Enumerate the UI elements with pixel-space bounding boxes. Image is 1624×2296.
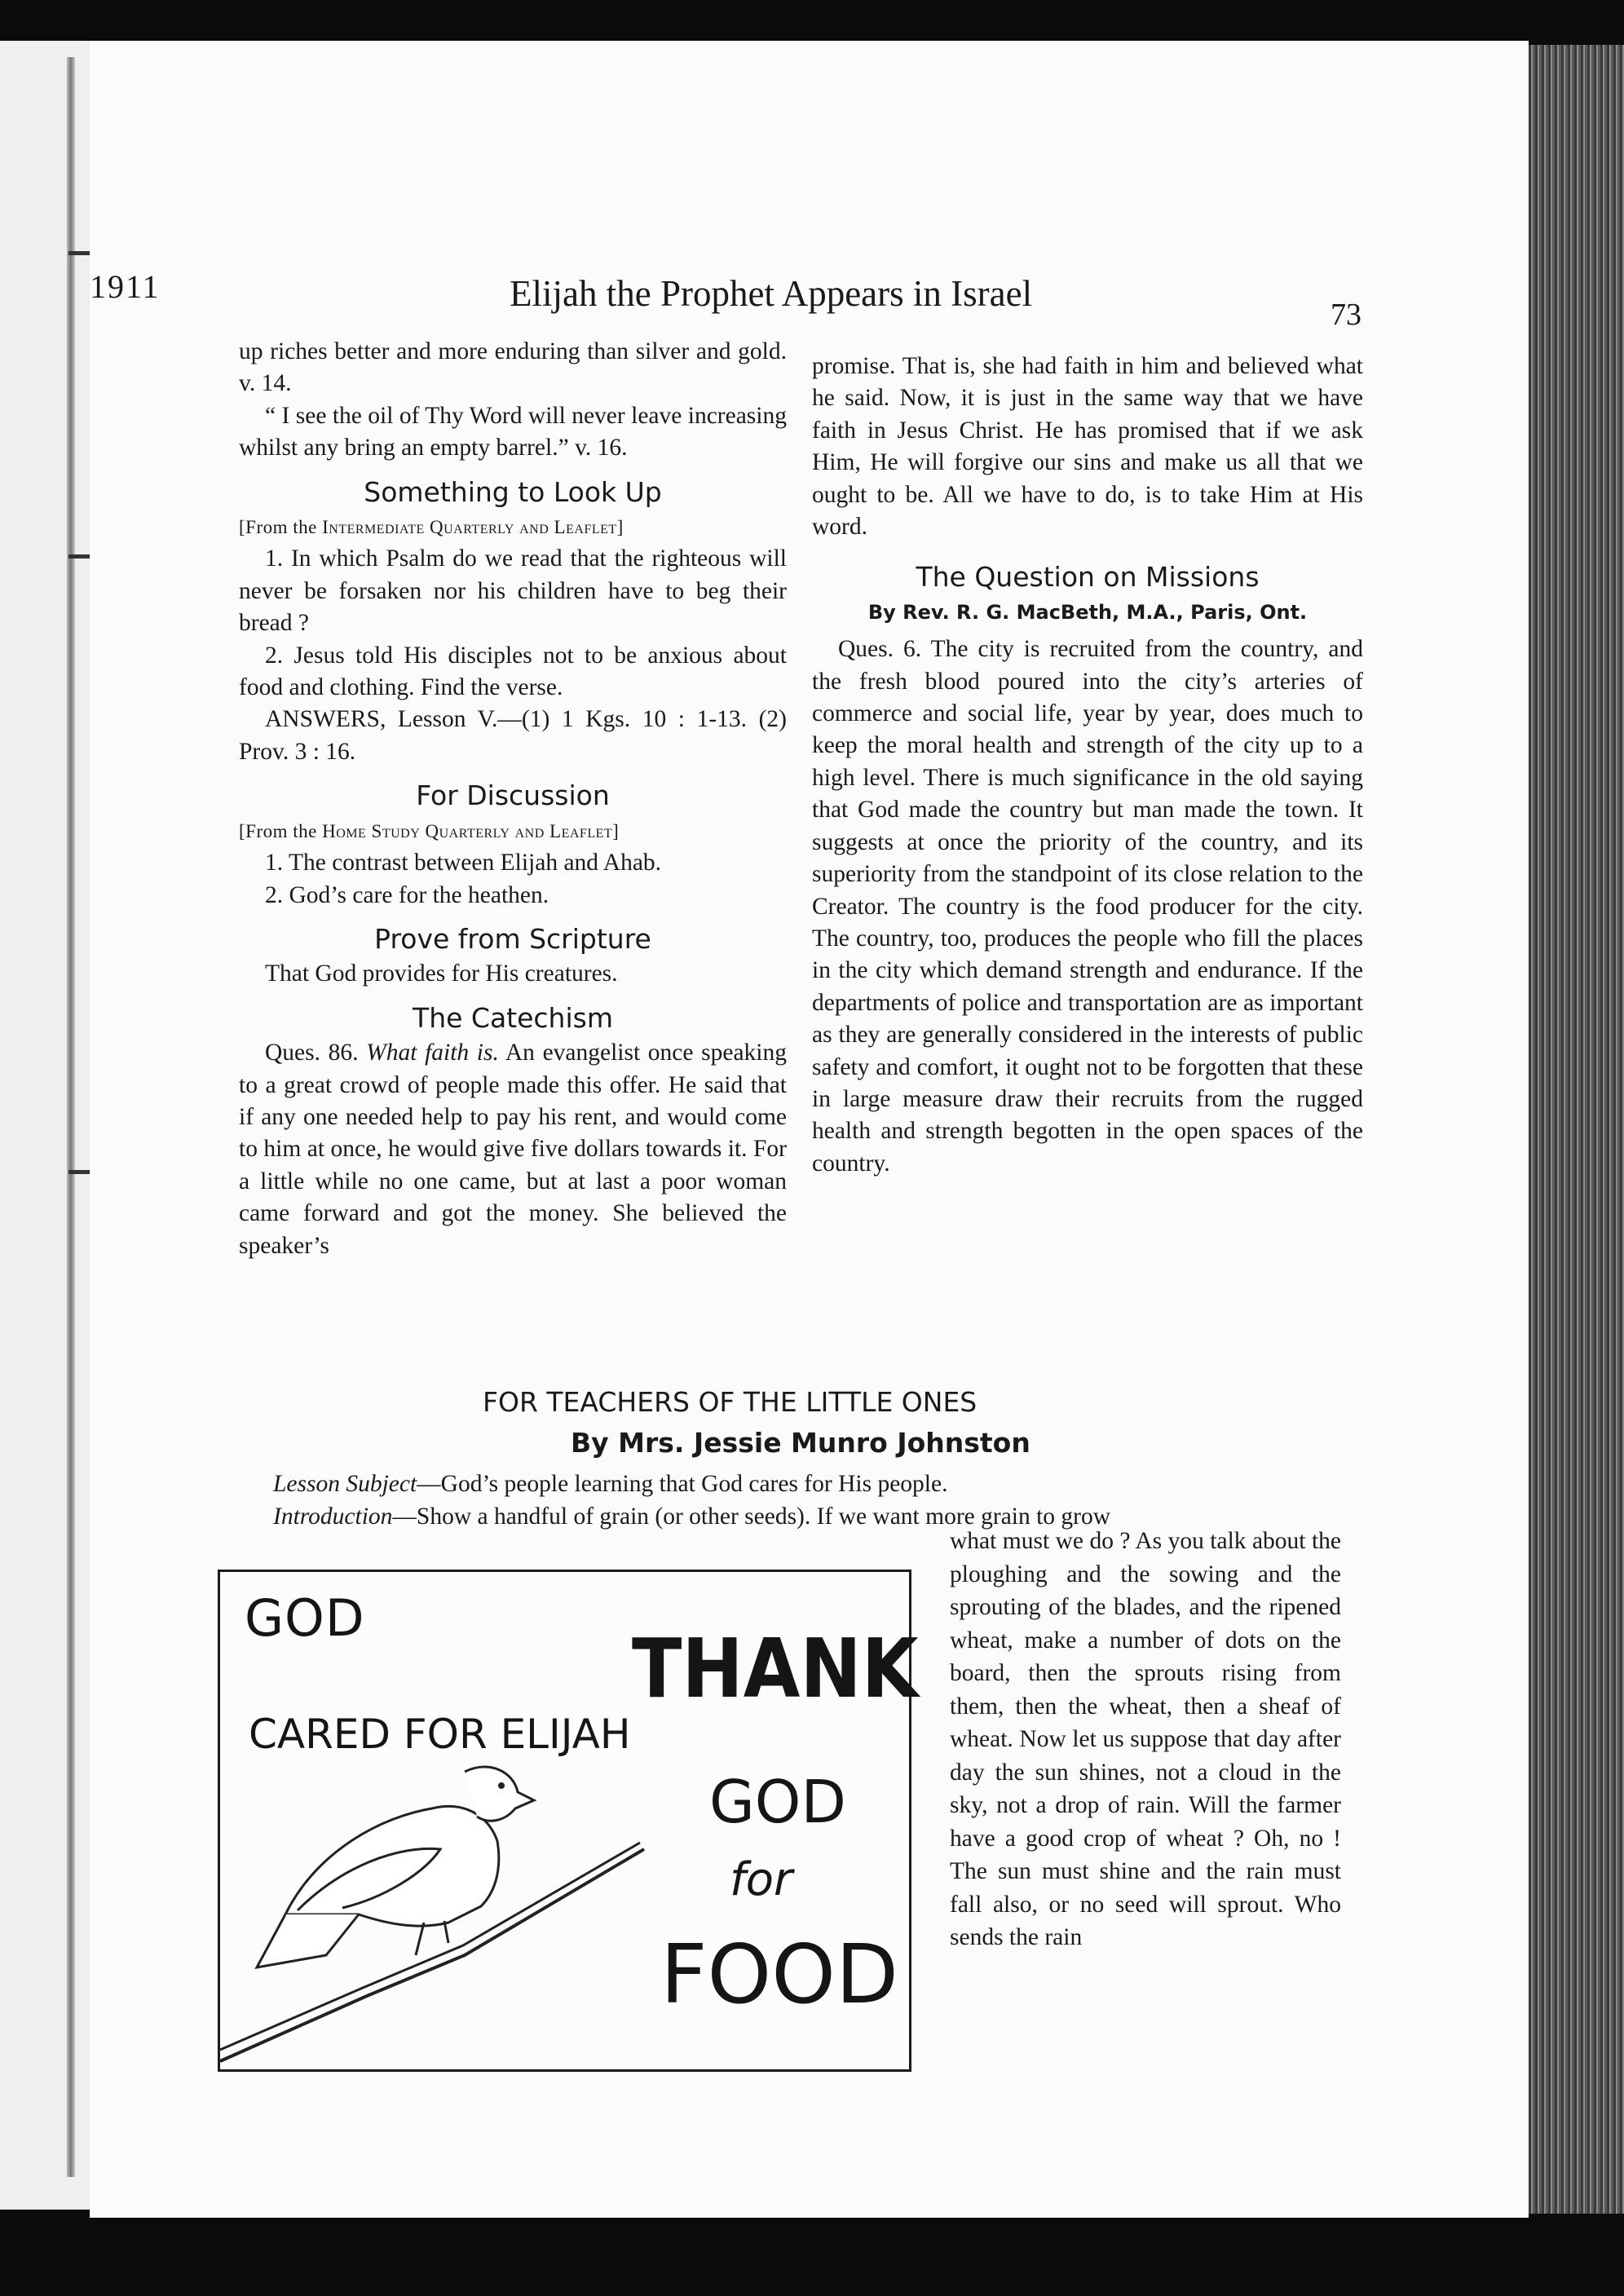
right-column [812, 351, 1363, 1180]
source-note: [From the Intermediate Quarterly and Leaflet] [239, 517, 624, 538]
left-column [239, 336, 787, 1262]
page-year: 1911 [90, 268, 161, 305]
raven-icon [220, 1572, 909, 2069]
board-text-thank: THANK [632, 1621, 919, 1716]
list-item: 1. The contrast between Elijah and Ahab. [265, 850, 662, 876]
list-item: 2. God’s care for the heathen. [265, 881, 549, 908]
lesson-subject: Lesson Subject—God’s people learning that God cares for His people. [273, 1471, 948, 1497]
list-item: 2. Jesus told His disciples not to be anxious about food and clothing. Find the verse. [239, 642, 787, 701]
board-text-cared: CARED FOR ELIJAH [249, 1711, 631, 1758]
answers-text: ANSWERS, Lesson V.—(1) 1 Kgs. 10 : 1-13. (2) Prov. 3 : 16. [239, 706, 787, 765]
lesson-intro [273, 1468, 1366, 1533]
missions-byline: By Rev. R. G. MacBeth, M.A., Paris, Ont. [867, 600, 1308, 624]
lesson-wrap-text [950, 1525, 1341, 1954]
source-note: [From the Home Study Quarterly and Leaflet] [239, 820, 620, 841]
intro-line: “ I see the oil of Thy Word will never leave increasing whilst any bring an empty barrel.” v. 16. [239, 402, 787, 461]
book-gutter [67, 57, 75, 2177]
facing-page-edge [0, 41, 90, 2210]
section-heading-catechism: The Catechism [413, 1001, 613, 1034]
board-text-for: for [730, 1853, 792, 1906]
teachers-heading: FOR TEACHERS OF THE LITTLE ONES [483, 1386, 977, 1418]
page-number: 73 [1331, 298, 1361, 332]
section-heading-prove: Prove from Scripture [374, 922, 651, 955]
board-text-food: FOOD [660, 1927, 898, 2022]
section-heading-discussion: For Discussion [416, 779, 610, 812]
missions-text: Ques. 6. The city is recruited from the country, and the fresh blood poured into the city’s arteries of commerce and social life, year by year, does much to keep the moral health and strength of the city up to a high level. There is much significance in the old saying that God made the country but man made the town. It suggests at once the priority of the country, and its superiority from the standpoint of its close relation to the Creator. The country is the food producer for the city. The country, too, produces the people who fill the places in the city which demand strength and endurance. If the departments of police and transportation are as important as they are generally considered in the interests of public safety and comfort, it ought not to be forgotten that these in large measure draw their recruits from the rugged health and strength begotten in the open spaces of the country. [812, 636, 1363, 1177]
page-stack-edges [1529, 45, 1624, 2214]
blackboard-illustration [218, 1570, 919, 2072]
continuation-text: promise. That is, she had faith in him and believed what he said. Now, it is just in the same way that we have faith in Jesus Christ. He has promised that if we ask Him, He will forgive our sins and make us all that we ought to be. All we have to do, is to take Him at His word. [812, 353, 1363, 541]
prove-text: That God provides for His creatures. [265, 960, 618, 987]
list-item: 1. In which Psalm do we read that the righteous will never be forsaken nor his children have to beg their bread ? [239, 545, 787, 637]
section-heading-missions: The Question on Missions [916, 561, 1260, 594]
catechism-text: Ques. 86. What faith is. An evangelist once speaking to a great crowd of people made this offer. He said that if any one needed help to pay his rent, and would come to him at once, he would give five dollars towards it. For a little while no one came, but at last a poor woman came forward and got the money. She believed the speaker’s [239, 1040, 787, 1259]
board-text-god-2: GOD [709, 1768, 846, 1836]
section-heading-look-up: Something to Look Up [364, 475, 662, 508]
lesson-introduction: Introduction—Show a handful of grain (or other seeds). If we want more grain to grow [273, 1503, 1111, 1530]
page-title: Elijah the Prophet Appears in Israel [510, 273, 1033, 314]
board-text-god: GOD [245, 1588, 365, 1648]
wrap-paragraph: what must we do ? As you talk about the ploughing and the sowing and the sprouting of the blades, and the ripened wheat, make a number of dots on the board, then the sprouts rising from them, then the wheat, then a sheaf of wheat. Now let us suppose that day after day the sun shines, not a cloud in the sky, not a drop of rain. Will the farmer have a good crop of wheat ? Oh, no ! The sun must shine and the rain must fall also, or no seed will sprout. Who sends the rain [950, 1528, 1341, 1950]
teachers-byline: By Mrs. Jessie Munro Johnston [571, 1427, 1030, 1459]
intro-line: up riches better and more enduring than silver and gold. v. 14. [239, 338, 787, 397]
